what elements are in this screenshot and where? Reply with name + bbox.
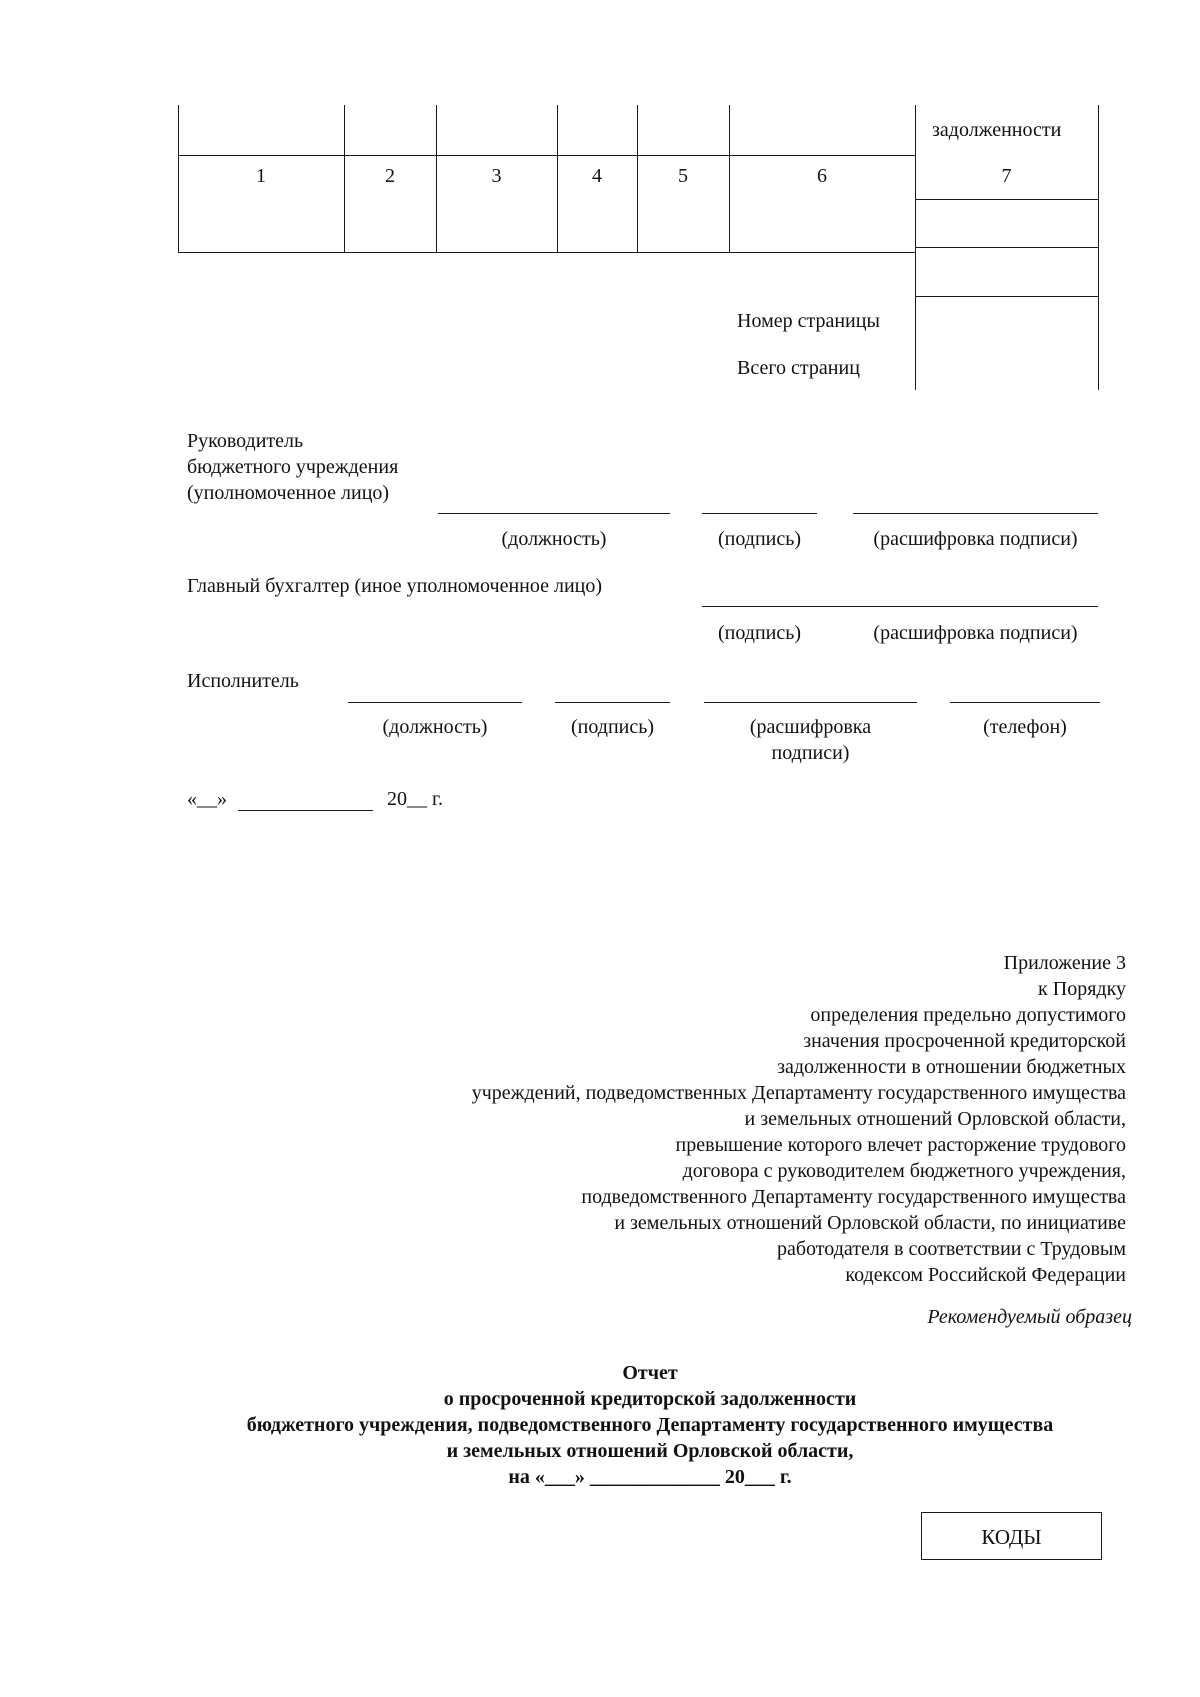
column-number: 3 <box>491 165 502 187</box>
decoding-caption: (расшифровка <box>749 716 872 738</box>
column-number: 4 <box>592 165 602 187</box>
column-number: 7 <box>1001 165 1012 187</box>
appendix-line: учреждений, подведомственных Департаменту государственного имущества <box>471 1082 1126 1104</box>
decoding-line <box>704 702 917 703</box>
table-border <box>915 296 1098 297</box>
appendix-line: определения предельно допустимого <box>810 1004 1126 1026</box>
page-number-label: Номер страницы <box>737 310 880 332</box>
signature-caption: (подпись) <box>717 622 802 644</box>
table-header-debt: задолженности <box>932 119 1062 141</box>
executor-label: Исполнитель <box>187 670 299 692</box>
total-pages-label: Всего страниц <box>737 357 860 379</box>
table-border <box>178 155 915 156</box>
appendix-line: договора с руководителем бюджетного учреждения, <box>682 1160 1126 1182</box>
column-number: 1 <box>256 165 266 187</box>
chief-accountant-line <box>702 606 1098 607</box>
appendix-block <box>472 950 1126 1288</box>
date-line <box>238 810 373 811</box>
signature-caption: (подпись) <box>570 716 655 738</box>
date-quote: «__» <box>187 788 227 810</box>
phone-caption: (телефон) <box>983 716 1067 738</box>
report-date: на «___» _____________ 20___ г. <box>508 1466 792 1488</box>
column-number: 6 <box>817 165 827 187</box>
date-year: 20__ г. <box>387 788 443 810</box>
appendix-line: превышение которого влечет расторжение трудового <box>675 1134 1126 1156</box>
decoding-line <box>853 513 1098 514</box>
decoding-caption: подписи) <box>771 742 850 764</box>
column-number: 2 <box>385 165 395 187</box>
signature-caption: (подпись) <box>717 528 802 550</box>
head-label: Руководитель <box>187 430 304 452</box>
position-caption: (должность) <box>501 528 607 550</box>
appendix-line: кодексом Российской Федерации <box>845 1264 1126 1286</box>
column-number: 5 <box>678 165 688 187</box>
appendix-line: и земельных отношений Орловской области, по инициативе <box>614 1212 1126 1234</box>
codes-box: КОДЫ <box>921 1512 1102 1560</box>
title-line: и земельных отношений Орловской области, <box>446 1440 854 1462</box>
appendix-line: работодателя в соответствии с Трудовым <box>777 1238 1126 1260</box>
title-line: о просроченной кредиторской задолженности <box>443 1388 857 1410</box>
appendix-line: значения просроченной кредиторской <box>803 1030 1126 1052</box>
position-line <box>348 702 522 703</box>
decoding-caption: (расшифровка подписи) <box>873 528 1078 550</box>
phone-line <box>950 702 1100 703</box>
title-line: бюджетного учреждения, подведомственного Департаменту государственного имущества <box>246 1414 1054 1436</box>
table-border <box>1098 105 1099 390</box>
table-border <box>178 252 915 253</box>
decoding-caption: (расшифровка подписи) <box>873 622 1078 644</box>
chief-accountant-label: Главный бухгалтер (иное уполномоченное лицо) <box>187 575 603 597</box>
appendix-line: и земельных отношений Орловской области, <box>744 1108 1126 1130</box>
table-border <box>915 247 1098 248</box>
appendix-line: задолженности в отношении бюджетных <box>777 1056 1126 1078</box>
head-label: бюджетного учреждения <box>187 456 399 478</box>
appendix-line: Приложение 3 <box>1003 952 1126 974</box>
title-line: Отчет <box>622 1362 678 1384</box>
table-border <box>915 199 1098 200</box>
signature-line <box>702 513 817 514</box>
appendix-line: к Порядку <box>1038 978 1126 1000</box>
head-label: (уполномоченное лицо) <box>187 482 390 504</box>
report-title <box>150 1360 1150 1490</box>
position-caption: (должность) <box>382 716 488 738</box>
position-line <box>438 513 670 514</box>
signature-line <box>555 702 670 703</box>
appendix-line: подведомственного Департаменту государственного имущества <box>581 1186 1126 1208</box>
recommended-sample: Рекомендуемый образец <box>927 1306 1132 1328</box>
